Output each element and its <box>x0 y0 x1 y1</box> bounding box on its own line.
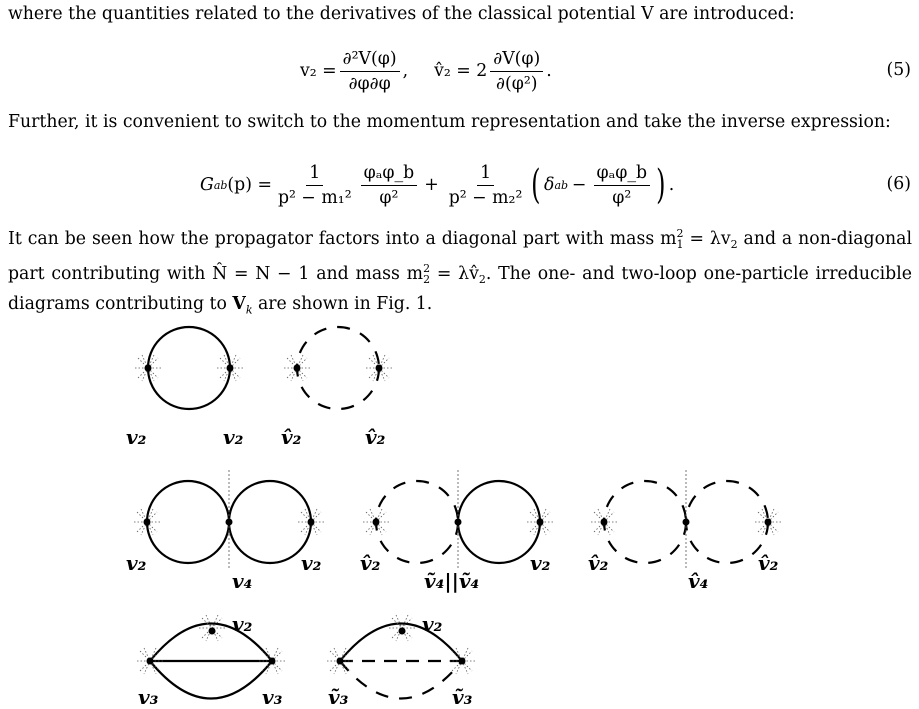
eq6-lhs-arg: (p) = <box>227 175 272 195</box>
eq6-delta-sub: ab <box>554 178 569 192</box>
d3-right-label: v₂ <box>301 551 322 575</box>
diagram-5-figure-eight-dashed <box>588 470 781 593</box>
eq5-end: . <box>546 61 552 81</box>
diagram-1-one-loop-solid <box>126 327 244 449</box>
diagram-6-sunset-solid <box>137 612 285 709</box>
p3-b: = λv <box>689 228 731 249</box>
eq5-num2: ∂V(φ) <box>490 49 543 72</box>
d6-left-label: v₃ <box>138 685 159 709</box>
eq5-number: (5) <box>886 60 911 80</box>
eq6-f3-num: 1 <box>477 163 494 186</box>
p3-g: are shown in Fig. 1. <box>252 294 433 315</box>
d7-left-label: ṽ₃ <box>328 685 349 709</box>
d4-left-label: v̂₂ <box>360 551 381 575</box>
eq6-left-paren: ( <box>531 162 541 208</box>
eq6-delta: δ <box>544 175 555 195</box>
paragraph-3: It can be seen how the propagator factors into a diagonal part with mass $m^2_1 = \lambda v_2$ and a non-diagonal part contributing with N̂ = N − 1 and mass $m^2_2$ = $\lambda v̂_2$. The one- and two-loop one-particle irreducible diagrams contributing to $V_k$ are shown in Fig. 1. <box>8 227 912 317</box>
eq6-f2-den: φ² <box>379 187 399 208</box>
eq5-lhs2: v̂₂ = 2 <box>434 61 488 81</box>
eq6-minus: − <box>572 175 587 195</box>
eq5-den1: ∂φ∂φ <box>348 73 391 94</box>
d5-right-label: v̂₂ <box>758 551 779 575</box>
d3-mid-label: v₄ <box>232 569 253 593</box>
d6-right-label: v₃ <box>262 685 283 709</box>
intro-text: where the quantities related to the derivatives of the classical potential V are introduced: <box>8 4 795 24</box>
p3-e: . The one- and two-loop one-particle irreducible diagrams contributing to <box>8 263 912 315</box>
diagram-2-one-loop-dashed <box>281 327 392 449</box>
eq6-f2-num: φₐφ_b <box>361 163 418 186</box>
d3-left-label: v₂ <box>126 551 147 575</box>
p3-d: = λv̂ <box>436 263 479 284</box>
eq6-number: (6) <box>886 174 911 194</box>
eq6-lhs-sub: ab <box>213 178 228 192</box>
d4-mid-label: ṽ₄||ṽ₄ <box>424 569 480 593</box>
p3-a: It can be seen how the propagator factors into a diagonal part with mass m <box>8 228 677 249</box>
d2-left-label: v̂₂ <box>281 425 302 449</box>
d4-right-label: v₂ <box>530 551 551 575</box>
diagram-7-sunset-mixed <box>327 612 475 709</box>
d1-left-label: v₂ <box>126 425 147 449</box>
p3-f: V <box>232 294 246 315</box>
p3-c: and a non-diagonal part contributing with N̂ = N − 1 and mass m <box>8 228 912 284</box>
d2-right-label: v̂₂ <box>365 425 386 449</box>
eq5-sep: , <box>402 61 409 81</box>
eq5-num1: ∂²V(φ) <box>340 49 400 72</box>
d7-right-label: ṽ₃ <box>452 685 473 709</box>
eq6-f1-den: p² − m₁² <box>277 187 352 208</box>
eq6-f4-den: φ² <box>612 187 632 208</box>
eq6-f3-den: p² − m₂² <box>448 187 523 208</box>
eq6-f1-num: 1 <box>306 163 323 186</box>
eq6-right-paren: ) <box>656 162 666 208</box>
d6-top-label: v₂ <box>232 612 253 636</box>
paragraph-2-text: Further, it is convenient to switch to the momentum representation and take the inverse expression: <box>8 112 891 132</box>
d5-left-label: v̂₂ <box>588 551 609 575</box>
eq5-den2: ∂(φ²) <box>496 73 538 94</box>
diagram-4-figure-eight-mixed <box>360 470 553 593</box>
d1-right-label: v₂ <box>223 425 244 449</box>
eq6-end: . <box>668 175 675 195</box>
eq6-plus: + <box>424 175 439 195</box>
eq6-f4-num: φₐφ_b <box>594 163 651 186</box>
d7-top-label: v₂ <box>422 612 443 636</box>
eq5-lhs1: v₂ = <box>300 61 337 81</box>
diagram-3-figure-eight-solid <box>126 470 324 593</box>
d5-mid-label: v̂₄ <box>688 569 709 593</box>
eq6-lhs: G <box>200 175 214 195</box>
